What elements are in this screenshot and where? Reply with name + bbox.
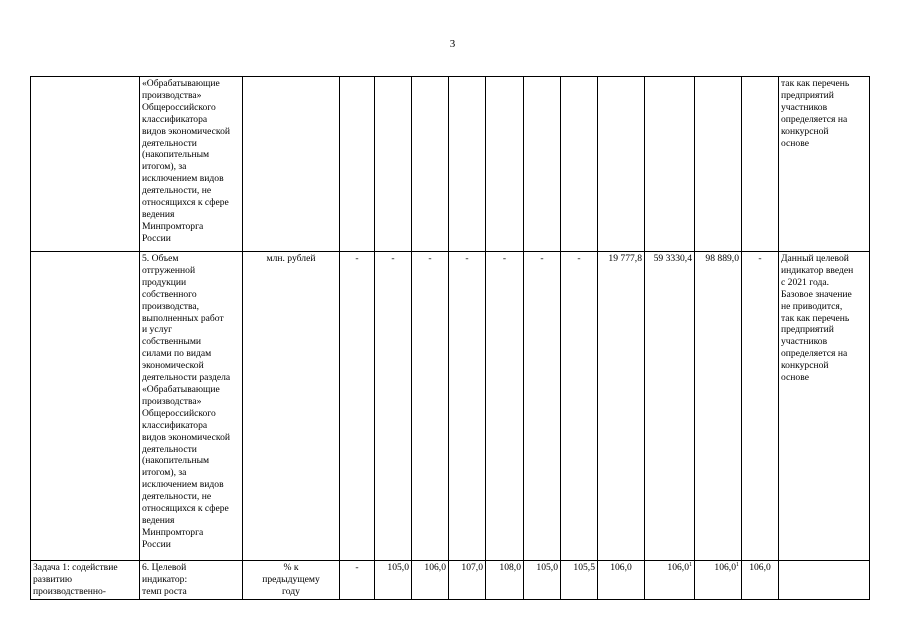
note-cell [779,561,870,600]
value-text: 105,0 [387,562,409,573]
value-text: 106,0 [749,562,771,573]
value-cell [340,561,375,600]
task-cell: Задача 1: содействие развитию производственно- [31,561,140,600]
value-text: 106,0 [714,562,736,573]
footnote-marker: 1 [736,561,739,568]
value-cell [486,77,524,252]
value-text: 108,0 [499,562,521,573]
value-cell [598,77,645,252]
value-cell: - [524,252,561,561]
value-cell [524,77,561,252]
table-row [31,561,870,600]
value-cell [561,77,598,252]
value-cell [412,561,449,600]
table-row [31,252,870,561]
value-cell [645,561,695,600]
value-cell [695,77,742,252]
indicator-cell: 6. Целевой индикатор: темп роста [140,561,243,600]
value-cell [524,561,561,600]
note-cell: Данный целевой индикатор введен с 2021 года. Базовое значение не приводится, так как перечень предприятий участников определяется на конкурсной основе [779,252,870,561]
indicator-cell: 5. Объем отгруженной продукции собственного производства, выполненных работ и услуг собственными силами по видам экономической деятельности раздела «Обрабатывающие производства» Общероссийского классификатора видов экономической деятельности (накопительным итогом), за исключением видов деятельности, не относящихся к сфере ведения Минпромторга России [140,252,243,561]
unit-cell: млн. рублей [243,252,340,561]
value-cell [561,561,598,600]
value-cell [598,561,645,600]
footnote-marker: 1 [689,561,692,568]
task-cell [31,77,140,252]
value-cell: 19 777,8 [598,252,645,561]
value-cell [412,77,449,252]
unit-cell [243,77,340,252]
value-cell [645,77,695,252]
value-cell [449,77,486,252]
value-cell [742,77,779,252]
value-cell [449,561,486,600]
value-text: 106,0 [424,562,446,573]
value-cell [486,561,524,600]
table-row [31,77,870,252]
value-text: 105,0 [536,562,558,573]
value-text: 106,0 [667,562,689,573]
page-number: 3 [449,38,456,50]
value-cell: 98 889,0 [695,252,742,561]
note-cell: так как перечень предприятий участников определяется на конкурсной основе [779,77,870,252]
value-cell: - [375,252,412,561]
table-body [31,77,870,600]
value-cell [695,561,742,600]
value-cell: 59 3330,4 [645,252,695,561]
value-cell [375,561,412,600]
value-cell: - [449,252,486,561]
indicators-table [30,76,870,600]
value-cell: - [412,252,449,561]
value-cell: - [742,252,779,561]
indicator-cell: «Обрабатывающие производства» Общероссийского классификатора видов экономической деятельности (накопительным итогом), за исключением видов деятельности, не относящихся к сфере ведения Минпромторга России [140,77,243,252]
value-text: 107,0 [461,562,483,573]
value-cell: - [561,252,598,561]
value-cell [340,77,375,252]
unit-cell: % к предыдущему году [243,561,340,600]
value-text: 105,5 [573,562,595,573]
value-cell [742,561,779,600]
value-cell [375,77,412,252]
value-cell: - [340,252,375,561]
value-cell: - [486,252,524,561]
task-cell [31,252,140,561]
value-text: - [355,562,359,573]
value-text: 106,0 [610,562,632,573]
